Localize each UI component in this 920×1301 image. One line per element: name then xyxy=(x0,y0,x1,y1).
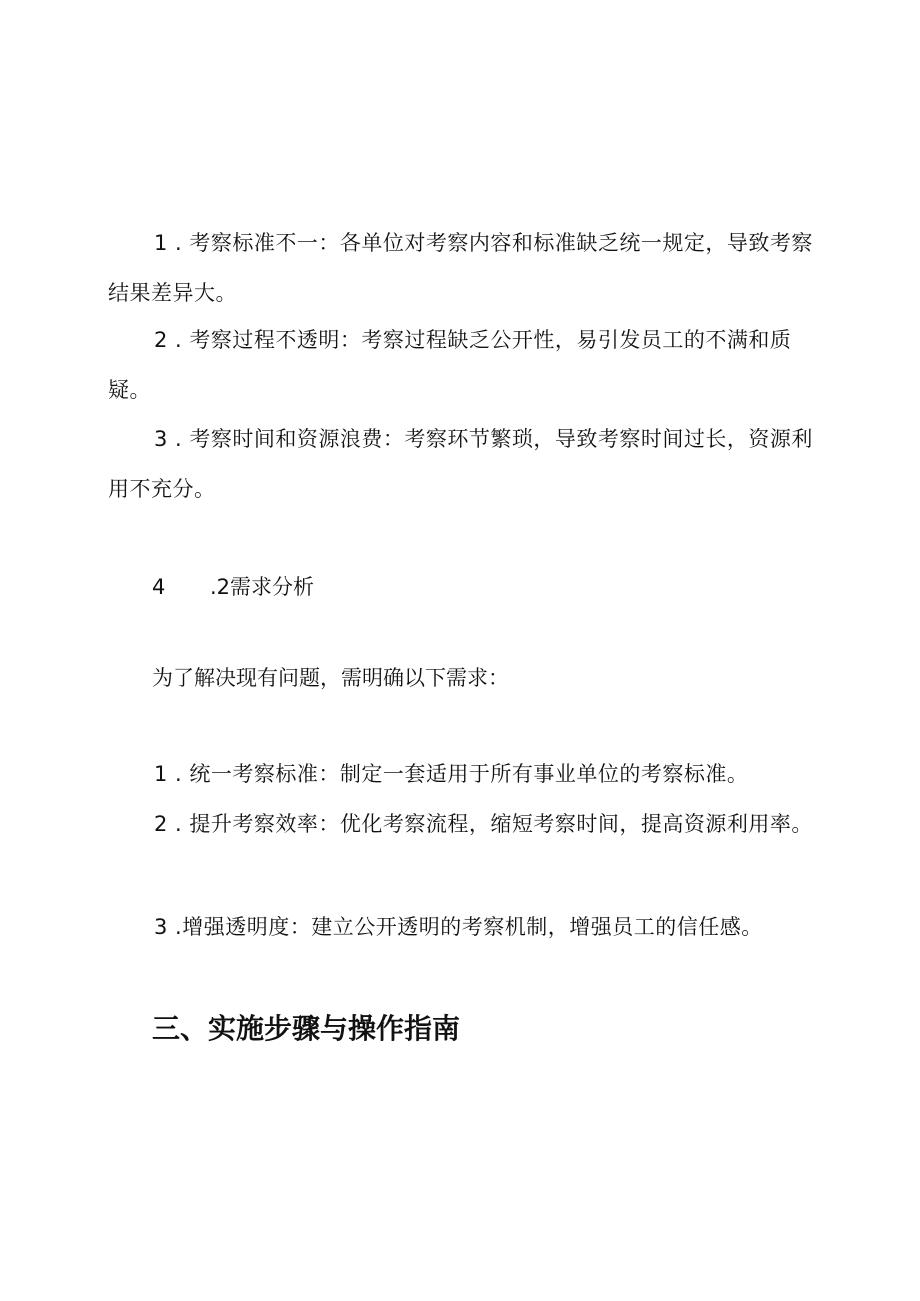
problem-item-1: 1 . 考察标准不一：各单位对考察内容和标准缺乏统一规定，导致考察结果差异大。 xyxy=(108,231,813,305)
need-item-2: 2 . 提升考察效率：优化考察流程，缩短考察时间，提高资源利用率。 xyxy=(154,812,813,836)
section-heading: 三、实施步骤与操作指南 xyxy=(152,1012,461,1045)
subsection-title: .2需求分析 xyxy=(210,575,315,599)
needs-intro: 为了解决现有问题，需明确以下需求： xyxy=(152,666,509,690)
need-item-3: 3 .增强透明度：建立公开透明的考察机制，增强员工的信任感。 xyxy=(154,915,763,939)
problem-item-2: 2 . 考察过程不透明：考察过程缺乏公开性，易引发员工的不满和质疑。 xyxy=(108,328,792,402)
problem-item-3: 3 . 考察时间和资源浪费：考察环节繁琐，导致考察时间过长，资源利用不充分。 xyxy=(108,427,813,501)
subsection-heading xyxy=(152,572,314,602)
subsection-number: 4 xyxy=(152,575,166,599)
need-item-1: 1 . 统一考察标准：制定一套适用于所有事业单位的考察标准。 xyxy=(154,762,749,786)
